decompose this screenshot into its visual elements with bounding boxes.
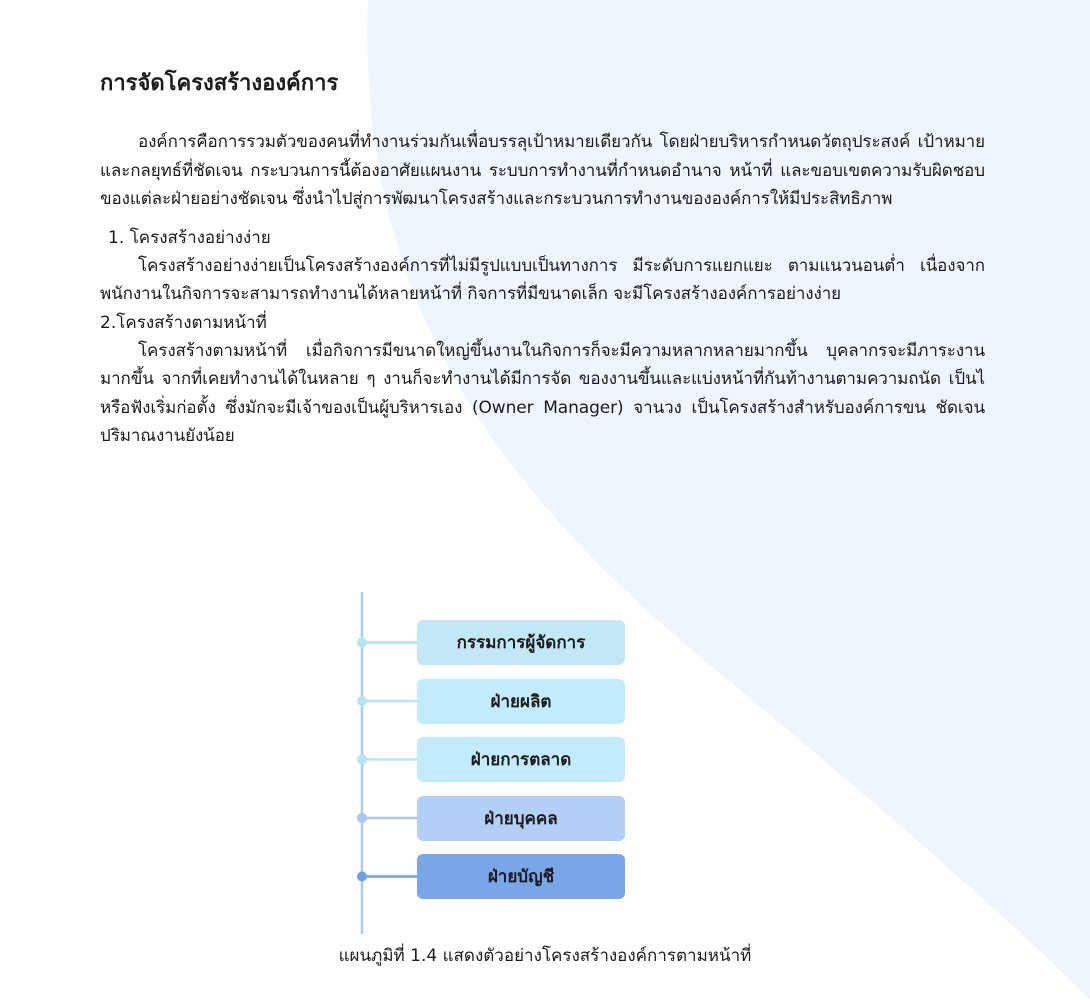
- section-heading-functional-structure: 2.โครงสร้างตามหน้าที่: [100, 312, 267, 333]
- functional-structure-paragraph: โครงสร้างตามหน้าที่ เมื่อกิจการมีขนาดใหญ่ขึ้นงานในกิจการก็จะมีความหลากหลายมากขึ้น บุคลากรจะมีภาระงานมากขึ้น จากที่เคยทำงานได้ในหลาย ๆ งานก็จะทำงานได้มีการจัด ของงานขึ้นและแบ่งหน้าที่กันท้างานตามความถนัด เป็นไ หรือฟังเริ่มก่อตั้ง ซึ่งมักจะมีเจ้าของเป็นผู้บริหารเอง (Owner Manager) จานวง เป็นโครงสร้างสำหรับองค์การขน ชัดเจน ปริมาณงานยังน้อย: [100, 340, 985, 446]
- section-heading-simple-structure: 1. โครงสร้างอย่างง่าย: [108, 227, 271, 248]
- org-chart-box: ฝ่ายผลิต: [417, 679, 625, 724]
- document-body: [100, 62, 985, 451]
- figure-caption: แผนภูมิที่ 1.4 แสดงตัวอย่างโครงสร้างองค์การตามหน้าที่: [338, 946, 752, 966]
- org-chart-box: ฝ่ายการตลาด: [417, 737, 625, 782]
- page-title: การจัดโครงสร้างองค์การ: [100, 71, 339, 96]
- intro-paragraph: องค์การคือการรวมตัวของคนที่ทำงานร่วมกันเพื่อบรรลุเป้าหมายเดียวกัน โดยฝ่ายบริหารกำหนดวัตถุประสงค์ เป้าหมาย และกลยุทธ์ที่ชัดเจน กระบวนการนี้ต้องอาศัยแผนงาน ระบบการทำงานที่กำหนดอำนาจ หน้าที่ และขอบเขตความรับผิดชอบของแต่ละฝ่ายอย่างชัดเจน ซึ่งนำไปสู่การพัฒนาโครงสร้างและกระบวนการทำงานขององค์การให้มีประสิทธิภาพ: [100, 132, 985, 209]
- simple-structure-paragraph: โครงสร้างอย่างง่ายเป็นโครงสร้างองค์การที่ไม่มีรูปแบบเป็นทางการ มีระดับการแยกแยะ ตามแนวนอนต่ำ เนื่องจากพนักงานในกิจการจะสามารถทำงานได้หลายหน้าที่ กิจการที่มีขนาดเล็ก จะมีโครงสร้างองค์การอย่างง่าย: [100, 255, 985, 304]
- org-chart-box: ฝ่ายบัญชี: [417, 854, 625, 899]
- org-chart-box: กรรมการผู้จัดการ: [417, 620, 625, 665]
- org-chart-box: ฝ่ายบุคคล: [417, 796, 625, 841]
